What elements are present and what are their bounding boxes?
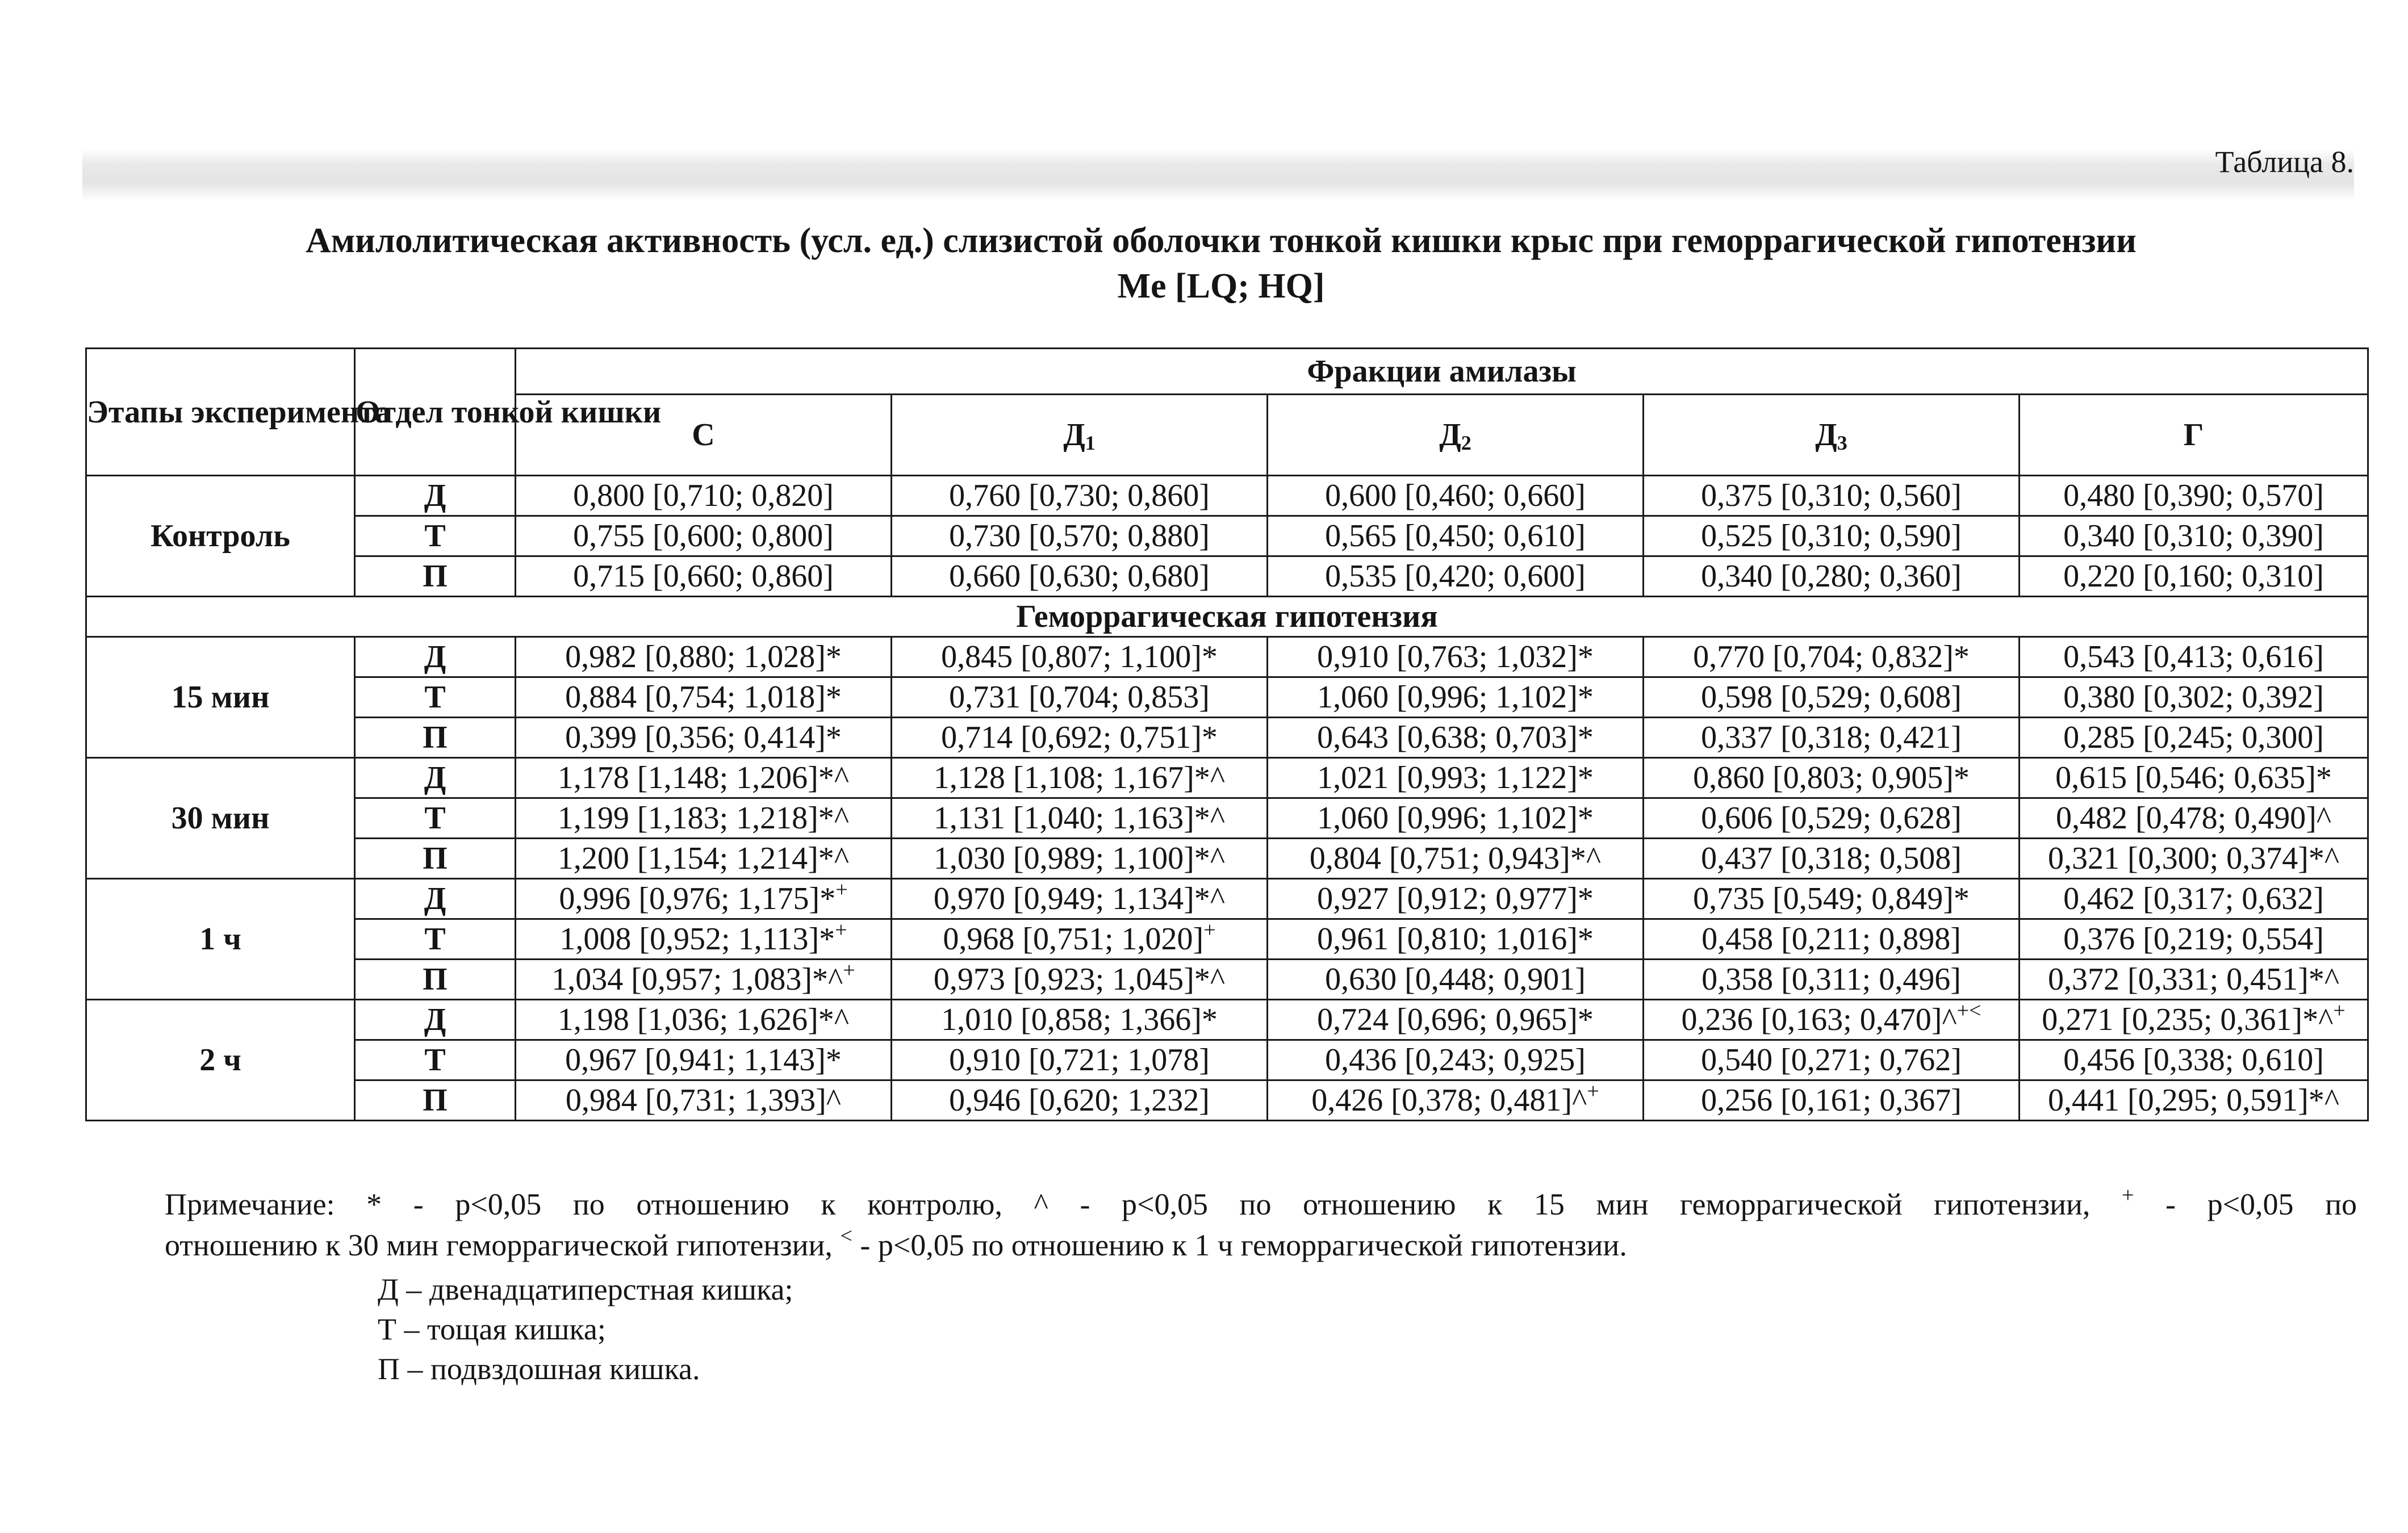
value-cell (892, 960, 1268, 1000)
value-cell (1268, 879, 1644, 919)
value-cell (892, 1000, 1268, 1040)
value-text: 0,358 [0,311; 0,496] (1702, 962, 1961, 997)
value-cell (1644, 1000, 2020, 1040)
value-cell (516, 718, 892, 758)
value-cell (516, 556, 892, 597)
dept-cell: Т (355, 677, 516, 718)
value-text: 1,198 [1,036; 1,626]*^ (557, 1002, 850, 1037)
stage-cell: 30 мин (86, 758, 355, 879)
legend-item: Т – тощая кишка; (378, 1312, 606, 1346)
table-row (86, 677, 2368, 718)
value-text: 0,458 [0,211; 0,898] (1702, 922, 1961, 957)
value-cell (892, 677, 1268, 718)
table-body (86, 476, 2368, 1121)
value-cell (1644, 1040, 2020, 1080)
value-cell (1644, 919, 2020, 960)
value-cell (1268, 476, 1644, 516)
value-text: 0,372 [0,331; 0,451]*^ (2047, 962, 2340, 997)
value-cell (1644, 1080, 2020, 1121)
value-text: 0,437 [0,318; 0,508] (1701, 841, 1962, 876)
table-row (86, 718, 2368, 758)
table-row (86, 839, 2368, 879)
value-text: 0,845 [0,807; 1,100]* (941, 639, 1218, 675)
stage-cell: 2 ч (86, 1000, 355, 1121)
value-text: 0,482 [0,478; 0,490]^ (2055, 801, 2332, 836)
value-cell (1644, 839, 2020, 879)
significance-mark: + (843, 958, 855, 982)
value-text: 0,615 [0,546; 0,635]* (2055, 760, 2332, 795)
value-cell (2020, 1000, 2368, 1040)
header-col-c: С (516, 395, 892, 476)
table-row (86, 1000, 2368, 1040)
value-cell (516, 637, 892, 677)
stage-cell: Контроль (86, 476, 355, 597)
value-text: 0,426 [0,378; 0,481]^ (1311, 1083, 1587, 1118)
value-cell (892, 798, 1268, 839)
value-cell (892, 919, 1268, 960)
value-cell (1644, 758, 2020, 798)
value-cell (892, 1080, 1268, 1121)
dept-cell: Т (355, 798, 516, 839)
value-text: 0,804 [0,751; 0,943]*^ (1309, 841, 1602, 876)
table-row (86, 476, 2368, 516)
value-text: 0,770 [0,704; 0,832]* (1693, 639, 1970, 675)
value-cell (2020, 1040, 2368, 1080)
value-cell (2020, 718, 2368, 758)
table-row (86, 960, 2368, 1000)
value-text: 0,535 [0,420; 0,600] (1325, 559, 1586, 594)
legend-item: П – подвздошная кишка. (378, 1352, 700, 1386)
value-cell (2020, 1080, 2368, 1121)
table-row (86, 758, 2368, 798)
section-label: Геморрагическая гипотензия (86, 597, 2368, 637)
value-text: 0,598 [0,529; 0,608] (1701, 680, 1962, 715)
value-cell (1268, 1040, 1644, 1080)
value-text: 0,724 [0,696; 0,965]* (1317, 1002, 1594, 1037)
table-row (86, 1040, 2368, 1080)
dept-cell: Т (355, 1040, 516, 1080)
dept-cell: Д (355, 758, 516, 798)
value-text: 0,927 [0,912; 0,977]* (1317, 881, 1594, 916)
value-text: 0,399 [0,356; 0,414]* (565, 720, 842, 755)
value-cell (1268, 637, 1644, 677)
value-cell (2020, 919, 2368, 960)
value-text: 0,271 [0,235; 0,361]*^ (2042, 1002, 2334, 1037)
value-text: 0,236 [0,163; 0,470]^ (1681, 1002, 1957, 1037)
value-text: 0,715 [0,660; 0,860] (573, 559, 834, 594)
value-text: 0,800 [0,710; 0,820] (573, 478, 834, 513)
value-cell (1268, 839, 1644, 879)
value-cell (1268, 556, 1644, 597)
header-col-d1: $Д_1$ (892, 395, 1268, 476)
value-cell (1268, 798, 1644, 839)
value-text: 1,021 [0,993; 1,122]* (1317, 760, 1594, 795)
header-fractions: Фракции амилазы (516, 349, 2368, 395)
table-note-line2: отношению к 30 мин геморрагической гипотензии, < - p<0,05 по отношению к 1 ч геморрагической гипотензии. (165, 1224, 1627, 1262)
value-text: 1,010 [0,858; 1,366]* (941, 1002, 1218, 1037)
value-text: 0,961 [0,810; 1,016]* (1317, 922, 1594, 957)
value-cell (892, 476, 1268, 516)
value-cell (1268, 960, 1644, 1000)
value-cell (1268, 758, 1644, 798)
table-row (86, 637, 2368, 677)
value-text: 0,337 [0,318; 0,421] (1701, 720, 1962, 755)
value-cell (1644, 677, 2020, 718)
value-text: 0,380 [0,302; 0,392] (2063, 680, 2324, 715)
dept-cell: Т (355, 516, 516, 556)
value-text: 0,643 [0,638; 0,703]* (1317, 720, 1594, 755)
value-cell (516, 1080, 892, 1121)
value-text: 1,131 [1,040; 1,163]*^ (933, 801, 1226, 836)
stage-cell: 15 мин (86, 637, 355, 758)
table-row (86, 516, 2368, 556)
value-cell (1268, 718, 1644, 758)
stage-cell: 1 ч (86, 879, 355, 1000)
value-text: 0,525 [0,310; 0,590] (1701, 518, 1962, 554)
value-cell (2020, 758, 2368, 798)
value-cell (2020, 839, 2368, 879)
header-col-d2: $Д_2$ (1268, 395, 1644, 476)
value-cell (1268, 919, 1644, 960)
value-text: 0,256 [0,161; 0,367] (1701, 1083, 1962, 1118)
value-text: 0,967 [0,941; 1,143]* (565, 1042, 842, 1078)
table-row (86, 798, 2368, 839)
value-cell (892, 718, 1268, 758)
value-text: 0,456 [0,338; 0,610] (2063, 1042, 2324, 1078)
value-text: 1,008 [0,952; 1,113]* (559, 922, 835, 957)
value-cell (892, 637, 1268, 677)
value-text: 0,606 [0,529; 0,628] (1701, 801, 1962, 836)
value-text: 0,996 [0,976; 1,175]* (559, 881, 836, 916)
header-dept: Отдел тонкой кишки (355, 349, 516, 476)
value-cell (1268, 1000, 1644, 1040)
value-cell (516, 879, 892, 919)
value-text: 1,060 [0,996; 1,102]* (1317, 801, 1594, 836)
value-text: 0,860 [0,803; 0,905]* (1693, 760, 1970, 795)
value-cell (1268, 516, 1644, 556)
value-text: 0,714 [0,692; 0,751]* (941, 720, 1218, 755)
value-cell (892, 879, 1268, 919)
table-row (86, 879, 2368, 919)
value-text: 0,462 [0,317; 0,632] (2063, 881, 2324, 916)
value-cell (516, 919, 892, 960)
value-text: 0,376 [0,219; 0,554] (2063, 922, 2324, 957)
value-cell (516, 1000, 892, 1040)
table-row (86, 556, 2368, 597)
header-stage: Этапы эксперимента (86, 349, 355, 476)
value-text: 0,968 [0,751; 1,020] (943, 922, 1204, 957)
value-cell (892, 839, 1268, 879)
value-text: 1,128 [1,108; 1,167]*^ (933, 760, 1226, 795)
value-cell (892, 516, 1268, 556)
significance-mark: + (1587, 1079, 1599, 1103)
value-text: 1,060 [0,996; 1,102]* (1317, 680, 1594, 715)
value-text: 0,441 [0,295; 0,591]*^ (2047, 1083, 2340, 1118)
value-cell (516, 839, 892, 879)
value-text: 0,660 [0,630; 0,680] (949, 559, 1210, 594)
value-text: 0,755 [0,600; 0,800] (573, 518, 834, 554)
value-cell (516, 798, 892, 839)
value-cell (892, 556, 1268, 597)
amylase-table (85, 347, 2369, 1121)
value-cell (516, 516, 892, 556)
header-col-g: Г (2020, 395, 2368, 476)
value-text: 0,220 [0,160; 0,310] (2063, 559, 2324, 594)
value-text: 0,946 [0,620; 1,232] (949, 1083, 1210, 1118)
value-text: 0,760 [0,730; 0,860] (949, 478, 1210, 513)
dept-cell: Д (355, 476, 516, 516)
value-cell (1644, 556, 2020, 597)
value-cell (516, 476, 892, 516)
value-cell (1644, 960, 2020, 1000)
value-text: 0,543 [0,413; 0,616] (2063, 639, 2324, 675)
table-row (86, 1080, 2368, 1121)
dept-cell: Т (355, 919, 516, 960)
significance-mark: + (2333, 999, 2346, 1023)
value-text: 0,884 [0,754; 1,018]* (565, 680, 842, 715)
value-cell (1644, 476, 2020, 516)
value-cell (2020, 960, 2368, 1000)
value-cell (892, 1040, 1268, 1080)
value-text: 1,199 [1,183; 1,218]*^ (557, 801, 850, 836)
value-text: 0,730 [0,570; 0,880] (949, 518, 1210, 554)
value-cell (2020, 637, 2368, 677)
dept-cell: П (355, 718, 516, 758)
value-cell (516, 960, 892, 1000)
value-text: 0,480 [0,390; 0,570] (2063, 478, 2324, 513)
value-cell (2020, 476, 2368, 516)
value-text: 0,340 [0,310; 0,390] (2063, 518, 2324, 554)
value-cell (2020, 556, 2368, 597)
value-text: 0,565 [0,450; 0,610] (1325, 518, 1586, 554)
value-text: 0,982 [0,880; 1,028]* (565, 639, 842, 675)
value-cell (892, 758, 1268, 798)
value-cell (1644, 637, 2020, 677)
dept-cell: П (355, 556, 516, 597)
table-title: Амилолитическая активность (усл. ед.) слизистой оболочки тонкой кишки крыс при геморрагической гипотензии (306, 221, 2137, 260)
value-text: 0,436 [0,243; 0,925] (1325, 1042, 1586, 1078)
significance-mark: +< (1956, 999, 1981, 1023)
dept-cell: П (355, 1080, 516, 1121)
value-text: 0,970 [0,949; 1,134]*^ (933, 881, 1226, 916)
value-text: 0,321 [0,300; 0,374]*^ (2047, 841, 2340, 876)
table-subtitle: Me [LQ; HQ] (1117, 267, 1325, 305)
dept-cell: П (355, 839, 516, 879)
value-text: 1,178 [1,148; 1,206]*^ (557, 760, 850, 795)
dept-cell: Д (355, 1000, 516, 1040)
table-note-line1: Примечание: * - p<0,05 по отношению к контролю, ^ - p<0,05 по отношению к 15 мин геморрагической гипотензии, + - p<0,05 по (165, 1183, 2357, 1221)
value-cell (1644, 516, 2020, 556)
table-number: Таблица 8. (2215, 145, 2354, 179)
value-text: 0,540 [0,271; 0,762] (1701, 1042, 1962, 1078)
value-text: 0,910 [0,721; 1,078] (949, 1042, 1210, 1078)
header-col-d3: $Д_3$ (1644, 395, 2020, 476)
value-text: 0,600 [0,460; 0,660] (1325, 478, 1586, 513)
dept-cell: П (355, 960, 516, 1000)
value-cell (1644, 798, 2020, 839)
value-text: 1,034 [0,957; 1,083]*^ (551, 962, 843, 997)
value-cell (1268, 1080, 1644, 1121)
value-text: 0,973 [0,923; 1,045]*^ (933, 962, 1226, 997)
value-cell (1268, 677, 1644, 718)
value-text: 0,984 [0,731; 1,393]^ (565, 1083, 842, 1118)
significance-mark: + (1203, 918, 1216, 942)
dept-cell: Д (355, 637, 516, 677)
scan-shading (82, 149, 2354, 201)
value-cell (516, 758, 892, 798)
value-cell (1644, 718, 2020, 758)
value-cell (2020, 516, 2368, 556)
dept-cell: Д (355, 879, 516, 919)
value-text: 1,030 [0,989; 1,100]*^ (933, 841, 1226, 876)
value-text: 0,910 [0,763; 1,032]* (1317, 639, 1594, 675)
value-cell (516, 1040, 892, 1080)
section-row (86, 597, 2368, 637)
value-cell (2020, 879, 2368, 919)
significance-mark: + (835, 878, 848, 902)
value-text: 0,731 [0,704; 0,853] (949, 680, 1210, 715)
significance-mark: + (835, 918, 847, 942)
value-text: 1,200 [1,154; 1,214]*^ (557, 841, 850, 876)
value-cell (2020, 798, 2368, 839)
value-text: 0,340 [0,280; 0,360] (1701, 559, 1962, 594)
value-text: 0,630 [0,448; 0,901] (1325, 962, 1586, 997)
value-text: 0,285 [0,245; 0,300] (2063, 720, 2324, 755)
value-cell (516, 677, 892, 718)
value-text: 0,735 [0,549; 0,849]* (1693, 881, 1970, 916)
value-cell (2020, 677, 2368, 718)
legend-item: Д – двенадцатиперстная кишка; (378, 1272, 793, 1306)
value-cell (1644, 879, 2020, 919)
table-row (86, 919, 2368, 960)
value-text: 0,375 [0,310; 0,560] (1701, 478, 1962, 513)
